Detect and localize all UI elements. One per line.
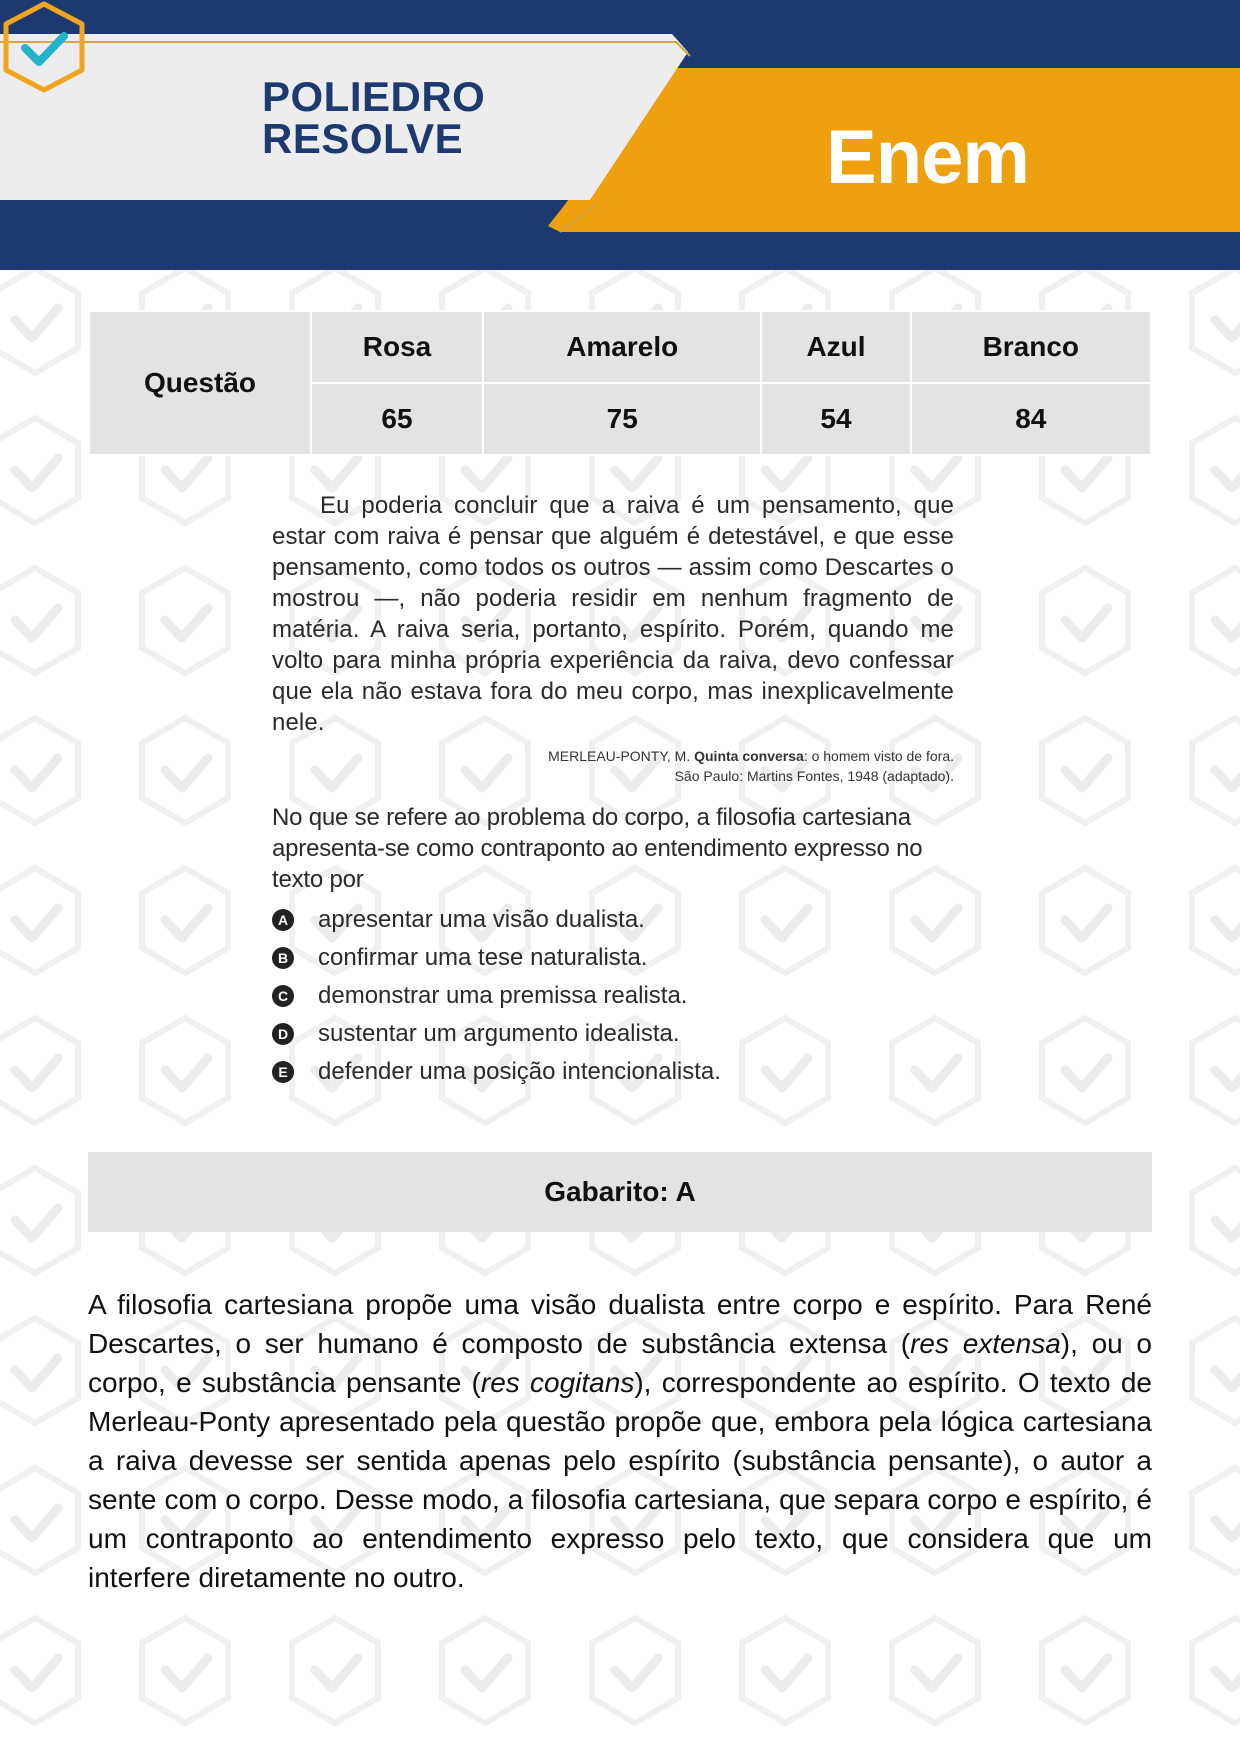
option-letter-c: C <box>272 985 294 1007</box>
option-d[interactable] <box>272 1015 954 1053</box>
booklet-color-rosa: Rosa <box>311 311 483 383</box>
option-letter-b: B <box>272 947 294 969</box>
explanation-part-2: ), ou o corpo, e substância pensante ( <box>88 1328 1152 1398</box>
citation-subtitle: : o homem visto de fora. <box>803 748 954 764</box>
option-text-e: defender uma posição intencionalista. <box>318 1058 721 1085</box>
booklet-number-rosa: 65 <box>311 383 483 455</box>
explanation-part-1: A filosofia cartesiana propõe uma visão dualista entre corpo e espírito. Para René Descartes, o ser humano é composto de substância extensa ( <box>88 1289 1152 1359</box>
exam-name: Enem <box>826 115 1029 200</box>
answer-key-bar <box>88 1152 1152 1232</box>
booklet-color-azul: Azul <box>761 311 910 383</box>
brand-subname: RESOLVE <box>262 115 464 162</box>
header-banner <box>0 0 1240 270</box>
citation-author: MERLEAU-PONTY, M. <box>548 748 691 764</box>
question-block <box>272 490 954 1091</box>
explanation-part-3: ), correspondente ao espírito. O texto de Merleau-Ponty apresentado pela questão propõe que, embora pela lógica cartesiana a raiva devesse ser sentida apenas pelo espírito (substância pensante), o autor a sente com o corpo. Desse modo, a filosofia cartesiana, que separa corpo e espírito, é um contraponto ao entendimento expresso pelo texto, que considera que um interfere diretamente no outro. <box>88 1367 1153 1593</box>
citation-publisher: São Paulo: Martins Fontes, 1948 (adaptado). <box>674 768 954 784</box>
option-a[interactable] <box>272 901 954 939</box>
option-b[interactable] <box>272 939 954 977</box>
answer-key-label: Gabarito: A <box>544 1176 696 1207</box>
option-letter-a: A <box>272 909 294 931</box>
passage-text: Eu poderia concluir que a raiva é um pensamento, que estar com raiva é pensar que alguém é detestável, e que esse pensamento, como todos os outros — assim como Descartes o mostrou —, não poderia residir em nenhum fragmento de matéria. A raiva seria, portanto, espírito. Porém, quando me volto para minha própria experiência da raiva, devo confessar que ela não estava fora do meu corpo, mas inexplicavelmente nele. <box>272 492 954 736</box>
check-hexagon-icon <box>0 0 88 94</box>
option-text-c: demonstrar uma premissa realista. <box>318 982 688 1009</box>
option-text-a: apresentar uma visão dualista. <box>318 906 645 933</box>
brand-name: POLIEDRO <box>262 73 486 120</box>
booklet-color-amarelo: Amarelo <box>483 311 761 383</box>
citation-title: Quinta conversa <box>694 748 804 764</box>
option-letter-e: E <box>272 1061 294 1083</box>
question-number-table <box>88 310 1152 456</box>
term-res-cogitans: res cogitans <box>480 1367 635 1398</box>
booklet-number-amarelo: 75 <box>483 383 761 455</box>
option-e[interactable] <box>272 1053 954 1091</box>
explanation-text <box>88 1285 1152 1597</box>
booklet-number-azul: 54 <box>761 383 910 455</box>
option-text-d: sustentar um argumento idealista. <box>318 1020 680 1047</box>
option-letter-d: D <box>272 1023 294 1045</box>
header-shapes <box>0 0 1240 270</box>
option-text-b: confirmar uma tese naturalista. <box>318 944 648 971</box>
question-label: Questão <box>89 311 311 455</box>
citation <box>272 746 954 786</box>
booklet-number-branco: 84 <box>911 383 1151 455</box>
question-prompt: No que se refere ao problema do corpo, a filosofia cartesiana apresenta-se como contraponto ao entendimento expresso no texto por <box>272 804 923 893</box>
option-c[interactable] <box>272 977 954 1015</box>
booklet-color-branco: Branco <box>911 311 1151 383</box>
term-res-extensa: res extensa <box>910 1328 1061 1359</box>
